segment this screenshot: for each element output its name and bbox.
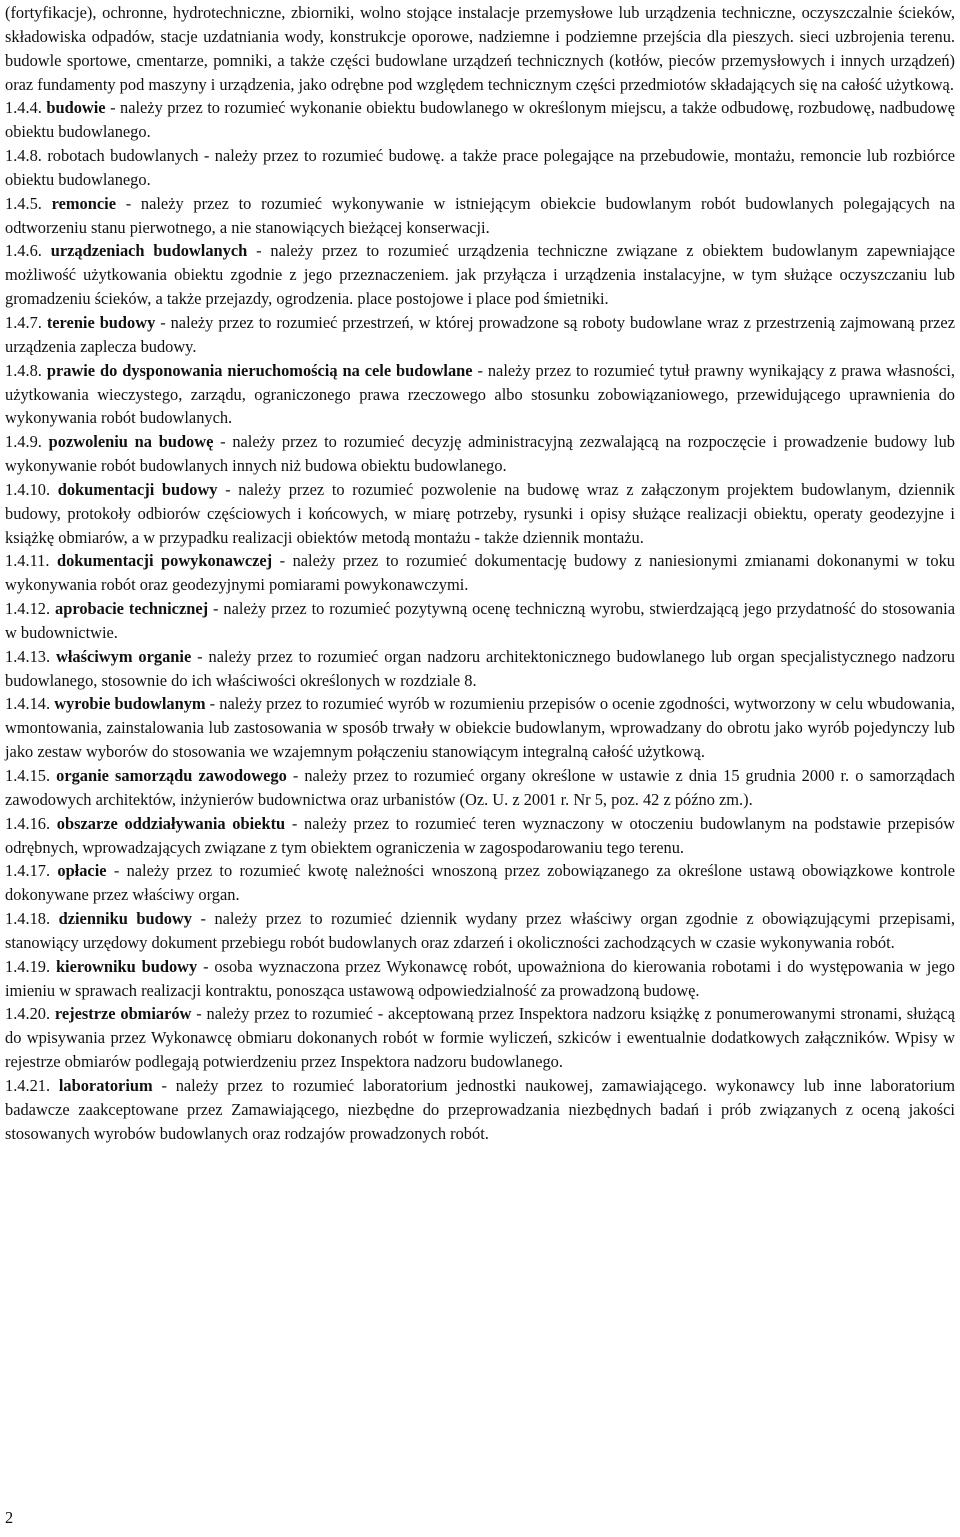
definition-number: 1.4.15. xyxy=(5,766,51,785)
definition-term: opłacie xyxy=(57,861,107,881)
definition-number: 1.4.21. xyxy=(5,1075,51,1095)
definition-text: - należy przez to rozumieć kwotę należności wnoszoną przez zobowiązanego za określone ustawą obowiązkowe kontrole dokonywane przez właściwy organ. xyxy=(5,861,955,905)
definition-text: - należy przez to rozumieć decyzję administracyjną zezwalającą na rozpoczęcie i prowadzenie budowy lub wykonywanie robót budowlanych innych niż budowa obiektu budowlanego. xyxy=(5,432,955,476)
definition-number: 1.4.18. xyxy=(5,909,51,929)
definition-number: 1.4.14. xyxy=(5,694,51,714)
definition-item xyxy=(5,192,955,240)
definition-number: 1.4.8. xyxy=(5,360,42,380)
definition-text: - należy przez to rozumieć organy określone w ustawie z dnia 15 grudnia 2000 r. o samorządach zawodowych architektów, inżynierów budownictwa oraz urbanistów (Oz. U. z 2001 r. Nr 5, poz. 42 z późno zm.). xyxy=(5,766,955,809)
definition-item xyxy=(5,144,955,192)
definition-term: dokumentacji powykonawczej xyxy=(56,551,273,571)
definition-term: remoncie xyxy=(51,193,116,213)
definition-item xyxy=(5,859,955,907)
definition-term: dokumentacji budowy xyxy=(57,479,218,499)
definition-item xyxy=(5,1002,955,1074)
definition-term: prawie do dysponowania nieruchomością na cele budowlane xyxy=(46,360,473,380)
definition-number: 1.4.16. xyxy=(5,813,51,833)
definition-item xyxy=(5,812,955,860)
definition-item xyxy=(5,96,955,144)
definition-text: - osoba wyznaczona przez Wykonawcę robót, upoważniona do kierowania robotami i do występowania w jego imieniu w sprawach realizacji kontraktu, ponosząca ustawową odpowiedzialność za prowadzoną budowę. xyxy=(5,956,955,1000)
definition-item xyxy=(5,955,955,1003)
definition-number: 1.4.6. xyxy=(5,241,42,261)
definition-term: organie samorządu zawodowego xyxy=(56,766,287,785)
definition-item xyxy=(5,645,955,693)
definition-text: - należy przez to rozumieć organ nadzoru architektonicznego budowlanego lub organ specjalistycznego nadzoru budowlanego, stosownie do ich właściwości określonych w rozdziale 8. xyxy=(5,646,955,690)
definition-number: 1.4.4. xyxy=(5,98,42,118)
definition-item xyxy=(5,1074,955,1146)
definition-number: 1.4.11. xyxy=(5,551,50,571)
definition-number: 1.4.5. xyxy=(5,193,42,213)
definition-item xyxy=(5,359,955,431)
definition-term: terenie budowy xyxy=(46,312,156,332)
definition-item xyxy=(5,907,955,955)
definition-term: właściwym organie xyxy=(56,646,192,666)
definitions-list xyxy=(5,96,955,1145)
definition-text: - należy przez to rozumieć wykonanie obiektu budowlanego w określonym miejscu, a także odbudowę, rozbudowę, nadbudowę obiektu budowlanego. xyxy=(5,98,955,142)
definition-text: - należy przez to rozumieć wykonywanie w istniejącym obiekcie budowlanym robót budowlanych polegających na odtworzeniu stanu pierwotnego, a nie stanowiących bieżącej konserwacji. xyxy=(5,193,955,237)
definition-number: 1.4.10. xyxy=(5,479,51,499)
definition-text: - należy przez to rozumieć przestrzeń, w której prowadzone są roboty budowlane wraz z przestrzenią zajmowaną przez urządzenia zaplecza budowy. xyxy=(5,312,955,356)
definition-text: - należy przez to rozumieć dziennik wydany przez właściwy organ zgodnie z obowiązującymi przepisami, stanowiący urzędowy dokument przebiegu robót budowlanych oraz zdarzeń i okoliczności zachodzących w czasie wykonywania robót. xyxy=(5,909,955,952)
definition-text: - należy przez to rozumieć - akceptowaną przez Inspektora nadzoru książkę z ponumerowanymi stronami, służącą do wpisywania przez Wykonawcę obmiaru dokonanych robót w formie wyliczeń, szkiców i ewentualnie dodatkowych załączników. Wpisy w rejestrze obmiarów podlegają potwierdzeniu przez Inspektora nadzoru budowlanego. xyxy=(5,1004,955,1072)
definition-text: robotach budowlanych - należy przez to rozumieć budowę. a także prace polegające na przebudowie, montażu, remoncie lub rozbiórce obiektu budowlanego. xyxy=(5,146,955,189)
definition-term: budowie xyxy=(46,98,106,118)
definition-number: 1.4.19. xyxy=(5,956,51,976)
definition-term: wyrobie budowlanym xyxy=(54,694,206,714)
definition-item xyxy=(5,311,955,359)
definition-item xyxy=(5,478,955,550)
definition-item xyxy=(5,549,955,597)
definition-item xyxy=(5,764,955,812)
definition-term: kierowniku budowy xyxy=(55,956,198,976)
definition-text: - należy przez to rozumieć dokumentację budowy z naniesionymi zmianami dokonanymi w toku wykonywania robót oraz geodezyjnymi pomiarami powykonawczymi. xyxy=(5,551,955,595)
definition-number: 1.4.7. xyxy=(5,312,42,332)
definition-number: 1.4.9. xyxy=(5,432,42,452)
definition-term: laboratorium xyxy=(58,1075,153,1095)
definition-text: - należy przez to rozumieć tytuł prawny wynikający z prawa własności, użytkowania wieczystego, zarządu, ograniczonego prawa rzeczowego albo stosunku zobowiązaniowego, przewidującego uprawnienia do wykonywania robót budowlanych. xyxy=(5,360,955,428)
intro-paragraph: (fortyfikacje), ochronne, hydrotechniczne, zbiorniki, wolno stojące instalacje przemysłowe lub urządzenia techniczne, oczyszczalnie ścieków, składowiska odpadów, stacje uzdatniania wody, konstrukcje oporowe, nadziemne i podziemne przejścia dla pieszych. sieci uzbrojenia terenu. budowle sportowe, cmentarze, pomniki, a także części budowlane urządzeń technicznych (kotłów, pieców przemysłowych i innych urządzeń) oraz fundamenty pod maszyny i urządzenia, jako odrębne pod względem technicznym części przedmiotów składających się na całość użytkową. xyxy=(5,3,955,94)
definition-item xyxy=(5,239,955,311)
definition-item xyxy=(5,597,955,645)
definition-number: 1.4.17. xyxy=(5,861,51,881)
definition-number: 1.4.13. xyxy=(5,646,51,666)
definition-term: rejestrze obmiarów xyxy=(54,1004,192,1024)
definition-item xyxy=(5,430,955,478)
definition-number: 1.4.20. xyxy=(5,1004,51,1024)
definition-text: - należy przez to rozumieć pozytywną ocenę techniczną wyrobu, stwierdzającą jego przydatność do stosowania w budownictwie. xyxy=(5,599,955,642)
definition-term: dzienniku budowy xyxy=(58,909,192,929)
definition-number: 1.4.8. xyxy=(5,146,42,166)
definition-text: - należy przez to rozumieć pozwolenie na budowę wraz z załączonym projektem budowlanym, dziennik budowy, protokoły odbiorów częściowych i końcowych, w miarę potrzeby, rysunki i opisy służące realizacji obiektu, operaty geodezyjne i książkę obmiarów, a w przypadku realizacji obiektów metodą montażu - także dziennik montażu. xyxy=(5,479,955,547)
page-number: 2 xyxy=(5,1508,14,1527)
definition-term: urządzeniach budowlanych xyxy=(50,241,248,261)
definition-number: 1.4.12. xyxy=(5,599,51,619)
definition-text: - należy przez to rozumieć teren wyznaczony w otoczeniu budowlanym na podstawie przepisów odrębnych, wprowadzających związane z tym obiektem ograniczenia w zagospodarowaniu tego terenu. xyxy=(5,813,955,857)
definition-item xyxy=(5,692,955,764)
definition-term: pozwoleniu na budowę xyxy=(48,432,214,452)
definition-term: aprobacie technicznej xyxy=(55,599,209,619)
definition-text: - należy przez to rozumieć laboratorium jednostki naukowej, zamawiającego. wykonawcy lub inne laboratorium badawcze zaakceptowane przez Zamawiającego, niezbędne do przeprowadzania niezbędnych badań i prób związanych z oceną jakości stosowanych wyrobów budowlanych oraz rodzajów prowadzonych robót. xyxy=(5,1075,955,1143)
definition-term: obszarze oddziaływania obiektu xyxy=(56,813,286,833)
definition-text: - należy przez to rozumieć wyrób w rozumieniu przepisów o ocenie zgodności, wytworzony w celu wbudowania, wmontowania, zainstalowania lub zastosowania w sposób trwały w obiekcie budowlanym, wprowadzany do obrotu jako wyrób pojedynczy lub jako zestaw wyborów do stosowania we wzajemnym połączeniu stanowiącym integralną całość użytkową. xyxy=(5,694,955,762)
definition-text: - należy przez to rozumieć urządzenia techniczne związane z obiektem budowlanym zapewniające możliwość użytkowania obiektu zgodnie z jego przeznaczeniem. jak przyłącza i urządzenia instalacyjne, w tym służące oczyszczaniu lub gromadzeniu ścieków, a także przejazdy, ogrodzenia. place postojowe i place pod śmietniki. xyxy=(5,241,955,309)
